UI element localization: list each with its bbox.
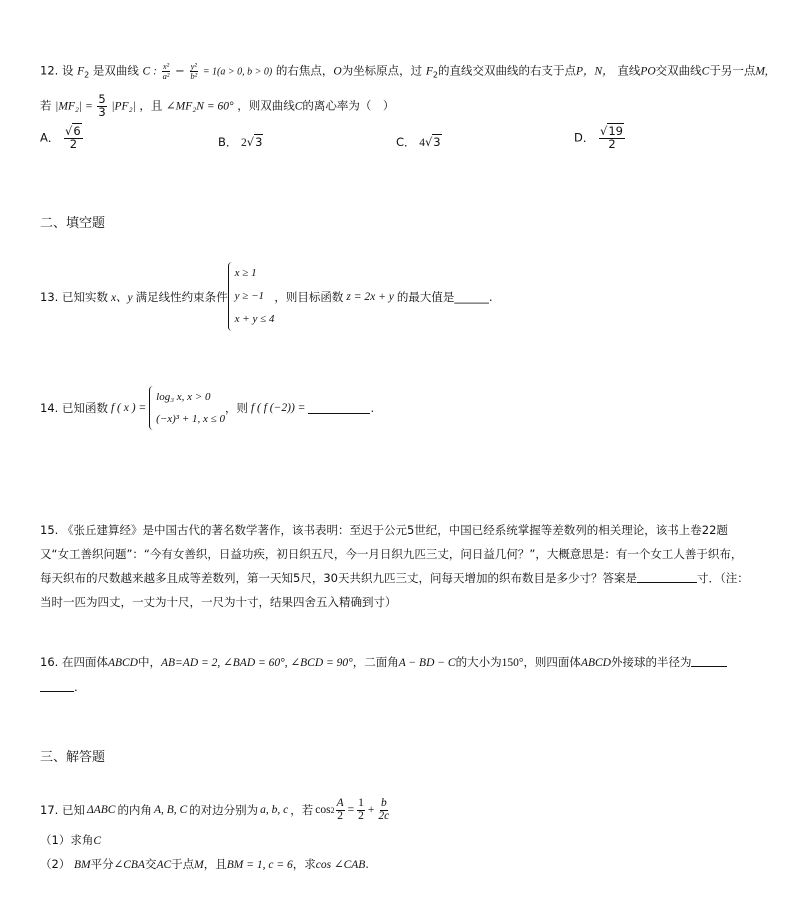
section-answer-heading: 三、解答题	[40, 750, 106, 765]
answer-blank[interactable]	[691, 656, 727, 667]
x-over-a-fraction: $\frac{\text{x²}}{\text{a²}}$	[162, 61, 170, 81]
question-16: 16. 在四面体ABCD中，AB=AD = 2, ∠BAD = 60°, ∠BCD = 90°，二面角A − BD − C的大小为150°，则四面体ABCD外接球的半径为 .	[40, 650, 752, 699]
one-half-fraction: $\frac{1}{2}$	[358, 797, 364, 822]
piecewise-function: log₃ x, x > 0 (−x)³ + 1, x ≤ 0	[149, 386, 225, 430]
five-thirds-fraction: $\frac{5}{3}$	[98, 92, 106, 119]
answer-blank[interactable]	[637, 572, 697, 583]
option-a[interactable]: A． $\frac{√6}{2}$	[40, 124, 81, 151]
constraint-system: x ≥ 1 y ≥ −1 x + y ≤ 4	[228, 262, 275, 331]
question-14: 14. 已知函数 f ( x ) = log₃ x, x > 0 (−x)³ + 1, x ≤ 0 ，则 f ( f (−2)) = .	[40, 386, 374, 430]
answer-blank-continued[interactable]	[40, 681, 74, 692]
question-12-line1: 12. 设 $F_2$ 是双曲线 C : $\frac{\text{x²}}{\text{a²}}$ − $\frac{\text{y²}}{\text{b²}}$ = 1(a > 0, b > 0) 的右焦点，O为坐标原点，过 $F_2$的直线交双曲线的右支于点P，N， 直线PO交双曲线C于另一点M,	[40, 61, 768, 81]
question-17: 17. 已知 ΔABC 的内角 A, B, C 的对边分别为 a, b, c ，若 cos 2 $\frac{A}{2}$ = $\frac{1}{2}$ + $\frac{b}{2c}$	[40, 797, 390, 822]
answer-blank[interactable]	[308, 403, 370, 414]
question-12-line2: 若 |MF₂| = $\frac{5}{3}$ |PF₂| ，且 ∠MF₂N = 60° ，则双曲线C的离心率为（ ）	[40, 92, 395, 119]
option-c[interactable]: C． 4√3	[396, 135, 441, 149]
section-fill-in-blank-heading: 二、填空题	[40, 216, 106, 231]
question-13: 13. 已知实数 x、y 满足线性约束条件 x ≥ 1 y ≥ −1 x + y ≤ 4 ，则目标函数 z = 2x + y 的最大值是______.	[40, 262, 493, 331]
question-17-part-2: （2） BM平分∠CBA交AC于点M，且BM = 1, c = 6，求cos ∠CAB.	[40, 857, 369, 871]
option-b[interactable]: B． 2√3	[218, 135, 263, 149]
b-over-2c-fraction: $\frac{b}{2c}$	[378, 797, 390, 822]
a-over-two-fraction: $\frac{A}{2}$	[336, 797, 344, 822]
y-over-b-fraction: $\frac{\text{y²}}{\text{b²}}$	[190, 61, 198, 81]
question-17-part-1: （1）求角C	[40, 833, 101, 847]
question-15: 15. 《张丘建算经》是中国古代的著名数学著作，该书表明：至迟于公元5世纪，中国已经系统掌握等差数列的相关理论，该书上卷22题又“女工善织问题”：“今有女善织，日益功疾，初日织五尺，今一月日织九匹三丈，问日益几何？”，大概意思是：有一个女工人善于织布，每天织布的尺数越来越多且成等差数列，第一天知5尺，30天共织九匹三丈，问每天增加的织布数目是多少寸？答案是 寸．（注：当时一匹为四丈，一丈为十尺，一尺为十寸，结果四舍五入精确到寸）	[40, 523, 749, 609]
option-d[interactable]: D． $\frac{√19}{2}$	[574, 124, 623, 151]
